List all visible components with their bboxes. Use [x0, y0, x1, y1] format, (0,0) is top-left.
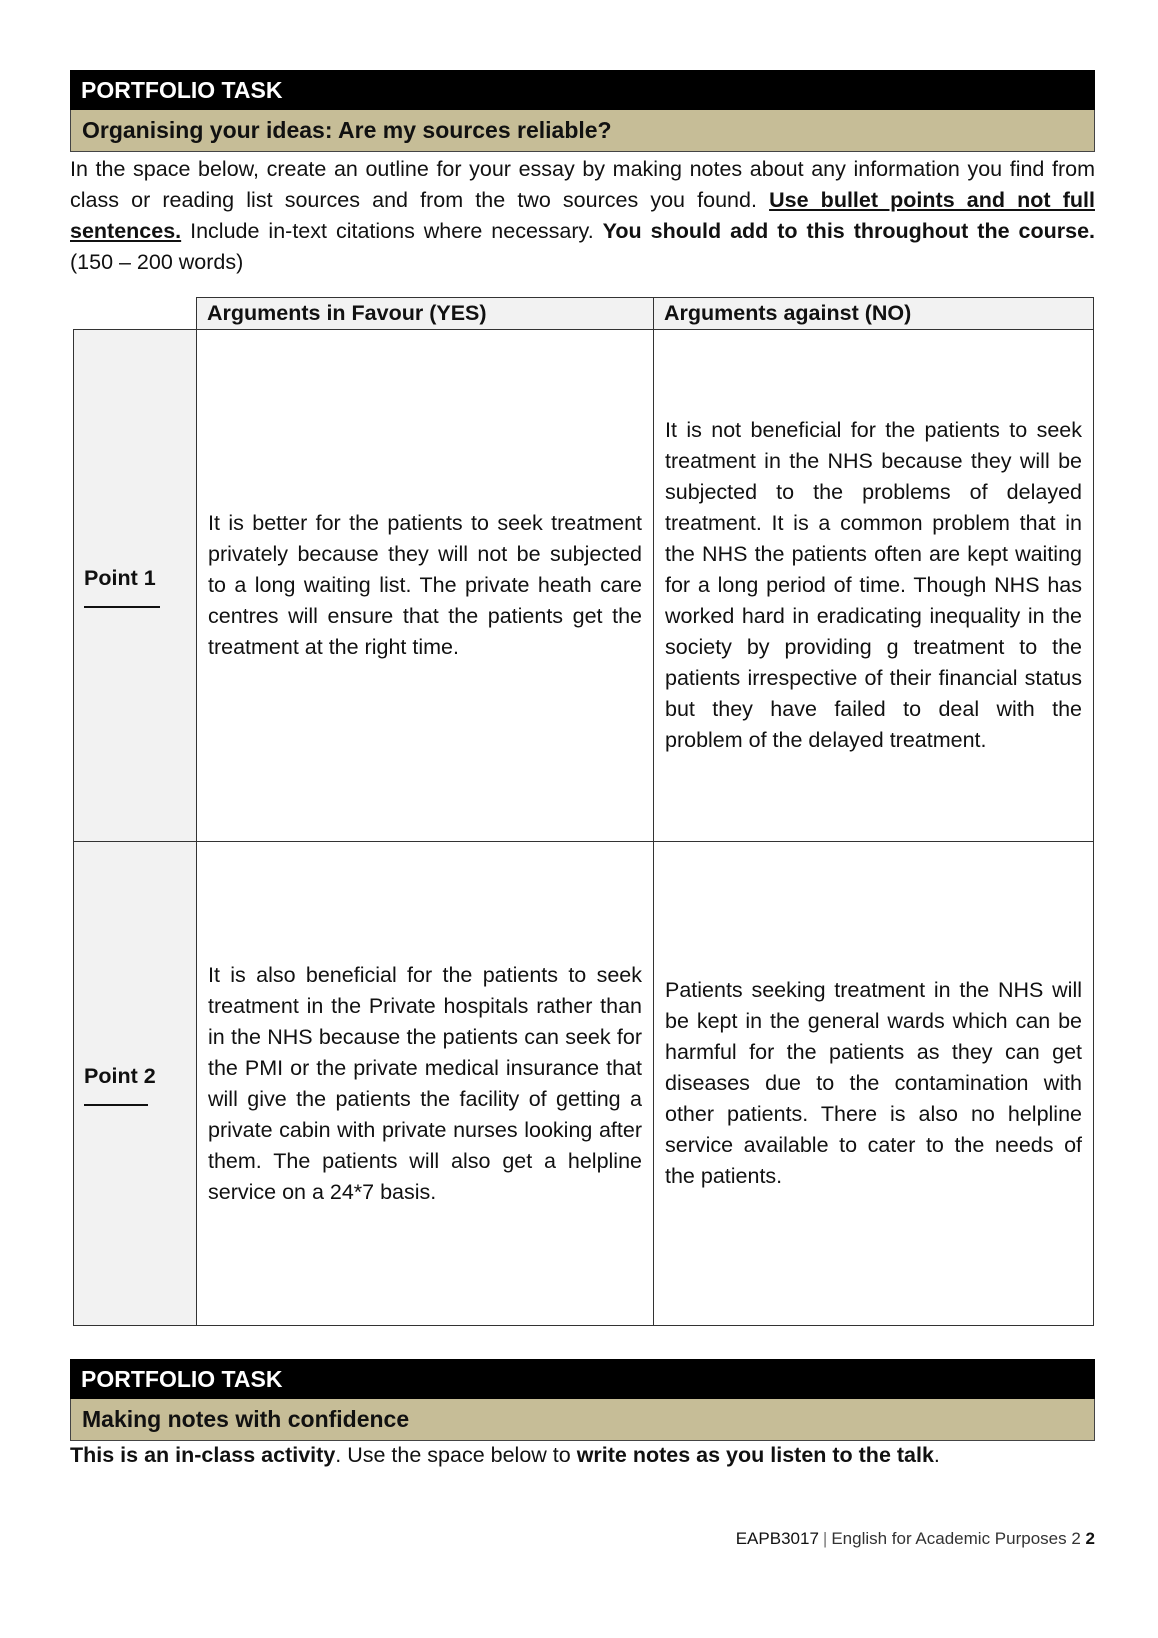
intro-word-count: (150 – 200 words) — [70, 250, 244, 274]
point-2-no-cell[interactable]: Patients seeking treatment in the NHS will be kept in the general wards which can be harmful for the patients as they can get diseases due to the contamination with other patients. There is also no helpline service available to cater to the needs of the patients. — [654, 842, 1094, 1326]
point-2-yes-cell[interactable]: It is also beneficial for the patients to seek treatment in the Private hospitals rather than in the NHS because the patients can seek for the PMI or the private medical insurance that will give the patients the facility of getting a private cabin with private nurses looking after them. The patients will also get a helpline service on a 24*7 basis. — [197, 842, 654, 1326]
course-code: EAPB3017 — [735, 1529, 819, 1548]
intro-text-2: Include in-text citations where necessary. — [181, 219, 603, 243]
table-row — [74, 842, 1094, 1326]
label-underline — [84, 602, 160, 608]
column-header-no: Arguments against (NO) — [654, 298, 1094, 330]
portfolio-task-1 — [70, 70, 1095, 152]
table-corner — [74, 298, 197, 330]
row-label-point-2 — [74, 842, 197, 1326]
outro-text-1: . Use the space below to — [335, 1443, 577, 1467]
intro-emphasis-bullets: Use bullet points and not full sentences. — [70, 188, 1095, 243]
outro-text-2: . — [933, 1443, 940, 1467]
task-2-title: Making notes with confidence — [70, 1399, 1095, 1441]
page-footer — [736, 1529, 1095, 1549]
outro-emphasis-2: write notes as you listen to the talk — [576, 1443, 934, 1467]
label-underline — [84, 1100, 148, 1106]
task-2-header: PORTFOLIO TASK — [70, 1359, 1095, 1399]
footer-separator: | — [822, 1529, 828, 1548]
task-1-instructions — [70, 154, 1095, 278]
row-label-text: Point 2 — [84, 1064, 156, 1088]
task-2-instructions — [70, 1440, 1095, 1471]
point-1-yes-cell[interactable]: It is better for the patients to seek treatment privately because they will not be subjected to a long waiting list. The private heath care centres will ensure that the patients get the treatment at the right time. — [197, 330, 654, 842]
row-label-point-1 — [74, 330, 197, 842]
arguments-table — [73, 297, 1094, 1326]
intro-emphasis-throughout: You should add to this throughout the course. — [602, 219, 1096, 243]
column-header-yes: Arguments in Favour (YES) — [197, 298, 654, 330]
point-1-no-cell[interactable]: It is not beneficial for the patients to seek treatment in the NHS because they will be subjected to the problems of delayed treatment. It is a common problem that in the NHS the patients often are kept waiting for a long period of time. Though NHS has worked hard in eradicating inequality in the society by providing g treatment to the patients irrespective of their financial status but they have failed to deal with the problem of the delayed treatment. — [654, 330, 1094, 842]
page-number: 2 — [1085, 1529, 1095, 1548]
row-label-text: Point 1 — [84, 566, 156, 590]
table-row — [74, 330, 1094, 842]
task-1-header: PORTFOLIO TASK — [70, 70, 1095, 110]
course-name: English for Academic Purposes 2 — [831, 1529, 1081, 1548]
portfolio-task-2 — [70, 1359, 1095, 1441]
task-1-title: Organising your ideas: Are my sources reliable? — [70, 110, 1095, 152]
outro-emphasis-1: This is an in-class activity — [70, 1443, 336, 1467]
intro-text-1: In the space below, create an outline for your essay by making notes about any information you find from class or reading list sources and from the two sources you found. — [70, 157, 1095, 212]
